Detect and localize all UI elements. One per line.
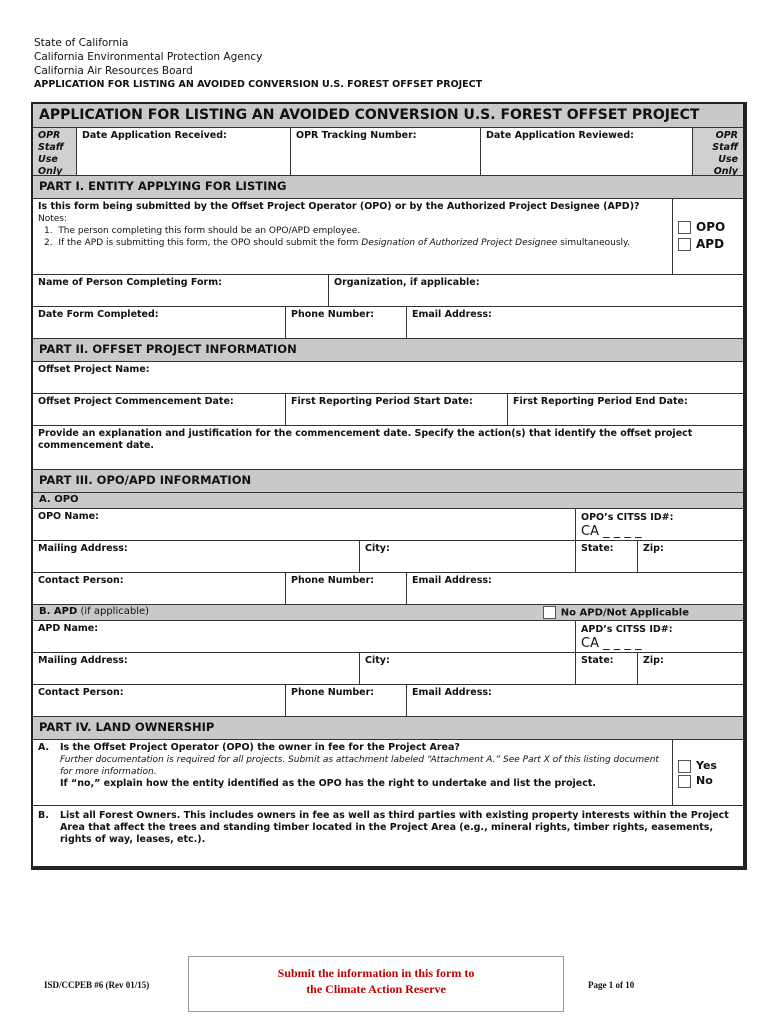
opo-mailing-field[interactable] [33, 541, 360, 572]
opo-checkbox[interactable] [678, 221, 691, 234]
first-end-field[interactable] [508, 394, 743, 425]
opo-contact-row [33, 573, 743, 605]
yes-label: Yes [696, 759, 717, 772]
ownership-question [33, 740, 673, 805]
first-start-label: First Reporting Period Start Date: [291, 396, 473, 407]
apd-citss-label: APD’s CITSS ID#: [581, 624, 673, 635]
project-name-label: Offset Project Name: [38, 364, 150, 375]
no-checkbox[interactable] [678, 775, 691, 788]
forest-owners-field[interactable] [33, 806, 743, 866]
option-yes[interactable] [678, 758, 738, 773]
application-form [31, 102, 747, 870]
no-apd-checkbox[interactable] [543, 606, 556, 619]
note-2-text-c: simultaneously. [557, 238, 630, 248]
apd-zip-label: Zip: [643, 655, 664, 666]
apd-subheading [33, 605, 743, 621]
apd-zip-field[interactable] [638, 653, 743, 684]
commencement-date-label: Offset Project Commencement Date: [38, 396, 234, 407]
submitter-question-text: Is this form being submitted by the Offset Project Operator (OPO) or by the Authorized Project Designee (APD)? [38, 201, 640, 212]
ownership-a-if-no: If “no,” explain how the entity identified as the OPO has the right to undertake and list the project. [60, 778, 596, 789]
ownership-a-question: Is the Offset Project Operator (OPO) the owner in fee for the Project Area? [60, 742, 460, 753]
apd-phone-label: Phone Number: [291, 687, 375, 698]
ownership-b-text: List all Forest Owners. This includes owners in fee as well as third parties with existing property interests within the Project Area that affect the trees and standing timber located in the Project Area (e.g., mineral rights, timber rights, easements, rights of way, leases, etc.). [60, 810, 729, 845]
person-name-field[interactable] [33, 275, 329, 306]
ownership-b-letter: B. [38, 810, 49, 821]
apd-state-field[interactable] [576, 653, 638, 684]
form-title: APPLICATION FOR LISTING AN AVOIDED CONVERSION U.S. FOREST OFFSET PROJECT [33, 104, 743, 128]
date-received-label: Date Application Received: [82, 130, 227, 141]
apd-contact-label: Contact Person: [38, 687, 124, 698]
email-label: Email Address: [412, 309, 492, 320]
project-name-field[interactable] [33, 362, 743, 393]
no-apd-option[interactable] [543, 606, 737, 619]
phone-field[interactable] [286, 307, 407, 338]
opo-state-label: State: [581, 543, 614, 554]
page-number: Page 1 of 10 [588, 980, 635, 990]
apd-contact-field[interactable] [33, 685, 286, 716]
apd-city-label: City: [365, 655, 390, 666]
note-1: 1. The person completing this form should be an OPO/APD employee. [44, 226, 361, 236]
yes-checkbox[interactable] [678, 760, 691, 773]
ownership-a-body [60, 742, 667, 803]
opo-zip-field[interactable] [638, 541, 743, 572]
apd-subheading-note: (if applicable) [77, 606, 150, 617]
form-id: ISD/CCPEB #6 (Rev 01/15) [44, 980, 150, 990]
explanation-label: Provide an explanation and justification for the commencement date. Specify the action(s) that identify the offset project commencement date. [38, 428, 693, 451]
opo-city-label: City: [365, 543, 390, 554]
part2-title: PART II. OFFSET PROJECT INFORMATION [33, 339, 743, 362]
no-label: No [696, 774, 713, 787]
first-start-field[interactable] [286, 394, 508, 425]
header-board: California Air Resources Board [34, 65, 193, 77]
apd-contact-row [33, 685, 743, 717]
ownership-a-instructions: Further documentation is required for all projects. Submit as attachment labeled “Attachment A.” See Part X of this listing document for more information. [60, 755, 659, 777]
opo-zip-label: Zip: [643, 543, 664, 554]
tracking-number-field[interactable] [291, 128, 481, 175]
opo-address-row [33, 541, 743, 573]
part3-title: PART III. OPO/APD INFORMATION [33, 470, 743, 493]
date-reviewed-label: Date Application Reviewed: [486, 130, 634, 141]
opo-name-row [33, 509, 743, 541]
project-name-row [33, 362, 743, 394]
tracking-number-label: OPR Tracking Number: [296, 130, 417, 141]
opo-citss-prefix: CA _ _ _ _ [581, 524, 642, 539]
apd-name-label: APD Name: [38, 623, 99, 634]
note-1-text: The person completing this form should be an OPO/APD employee. [58, 226, 361, 236]
opo-phone-label: Phone Number: [291, 575, 375, 586]
submitter-question [33, 199, 673, 274]
apd-email-field[interactable] [407, 685, 743, 716]
option-no[interactable] [678, 773, 738, 788]
note-2-form-name: Designation of Authorized Project Designee [361, 238, 558, 248]
ownership-question-row [33, 740, 743, 806]
submitter-question-row [33, 199, 743, 275]
opo-label: OPO [696, 220, 726, 234]
opo-email-label: Email Address: [412, 575, 492, 586]
opo-citss-field[interactable] [576, 509, 743, 540]
dates-row [33, 394, 743, 426]
apd-citss-field[interactable] [576, 621, 743, 652]
staff-use-label-left: OPR Staff Use Only [33, 128, 77, 175]
staff-use-label-right: OPR Staff Use Only [693, 128, 743, 175]
opo-state-field[interactable] [576, 541, 638, 572]
apd-label: APD [696, 237, 725, 251]
option-opo[interactable] [678, 219, 738, 236]
opo-phone-field[interactable] [286, 573, 407, 604]
opo-subheading [33, 493, 743, 509]
person-name-label: Name of Person Completing Form: [38, 277, 222, 288]
apd-phone-field[interactable] [286, 685, 407, 716]
note-2-text-a: If the APD is submitting this form, the OPO should submit the form [58, 238, 362, 248]
date-completed-label: Date Form Completed: [38, 309, 159, 320]
ownership-a-letter: A. [38, 742, 50, 753]
organization-field[interactable] [329, 275, 743, 306]
notes-label: Notes: [38, 214, 68, 224]
document-header [34, 36, 482, 92]
explanation-field[interactable] [33, 426, 743, 469]
opo-citss-label: OPO’s CITSS ID#: [581, 512, 674, 523]
opo-subheading-text: A. OPO [39, 494, 79, 505]
apd-state-label: State: [581, 655, 614, 666]
email-field[interactable] [407, 307, 743, 338]
phone-label: Phone Number: [291, 309, 375, 320]
explanation-row [33, 426, 743, 470]
header-state: State of California [34, 37, 129, 49]
apd-checkbox[interactable] [678, 238, 691, 251]
no-apd-label: No APD/Not Applicable [560, 607, 689, 619]
note-2: 2. If the APD is submitting this form, the OPO should submit the form Designation of Authorized Project Designee simultaneously. [44, 238, 630, 248]
date-received-field[interactable] [77, 128, 291, 175]
opo-mailing-label: Mailing Address: [38, 543, 128, 554]
apd-email-label: Email Address: [412, 687, 492, 698]
part4-title: PART IV. LAND OWNERSHIP [33, 717, 743, 740]
submit-notice [188, 956, 564, 1012]
apd-mailing-field[interactable] [33, 653, 360, 684]
submit-line-2: the Climate Action Reserve [306, 982, 446, 996]
apd-city-field[interactable] [360, 653, 576, 684]
apd-subheading-text [39, 606, 149, 619]
ownership-options [673, 740, 743, 805]
opo-contact-field[interactable] [33, 573, 286, 604]
apd-name-field[interactable] [33, 621, 576, 652]
apd-address-row [33, 653, 743, 685]
commencement-date-field[interactable] [33, 394, 286, 425]
apd-name-row [33, 621, 743, 653]
opo-name-label: OPO Name: [38, 511, 99, 522]
opo-city-field[interactable] [360, 541, 576, 572]
date-phone-row [33, 307, 743, 339]
opo-name-field[interactable] [33, 509, 576, 540]
opo-email-field[interactable] [407, 573, 743, 604]
opo-contact-label: Contact Person: [38, 575, 124, 586]
person-row [33, 275, 743, 307]
header-form-name: APPLICATION FOR LISTING AN AVOIDED CONVERSION U.S. FOREST OFFSET PROJECT [34, 79, 483, 90]
forest-owners-row [33, 806, 743, 866]
date-reviewed-field[interactable] [481, 128, 693, 175]
part1-title: PART I. ENTITY APPLYING FOR LISTING [33, 176, 743, 199]
date-completed-field[interactable] [33, 307, 286, 338]
first-end-label: First Reporting Period End Date: [513, 396, 688, 407]
submit-line-1: Submit the information in this form to [277, 966, 475, 980]
apd-citss-prefix: CA _ _ _ _ [581, 636, 642, 651]
staff-use-row [33, 128, 743, 176]
organization-label: Organization, if applicable: [334, 277, 480, 288]
header-agency: California Environmental Protection Agency [34, 51, 263, 63]
apd-mailing-label: Mailing Address: [38, 655, 128, 666]
submitter-options [673, 199, 743, 274]
apd-subheading-bold: B. APD [39, 606, 78, 617]
option-apd[interactable] [678, 236, 738, 253]
